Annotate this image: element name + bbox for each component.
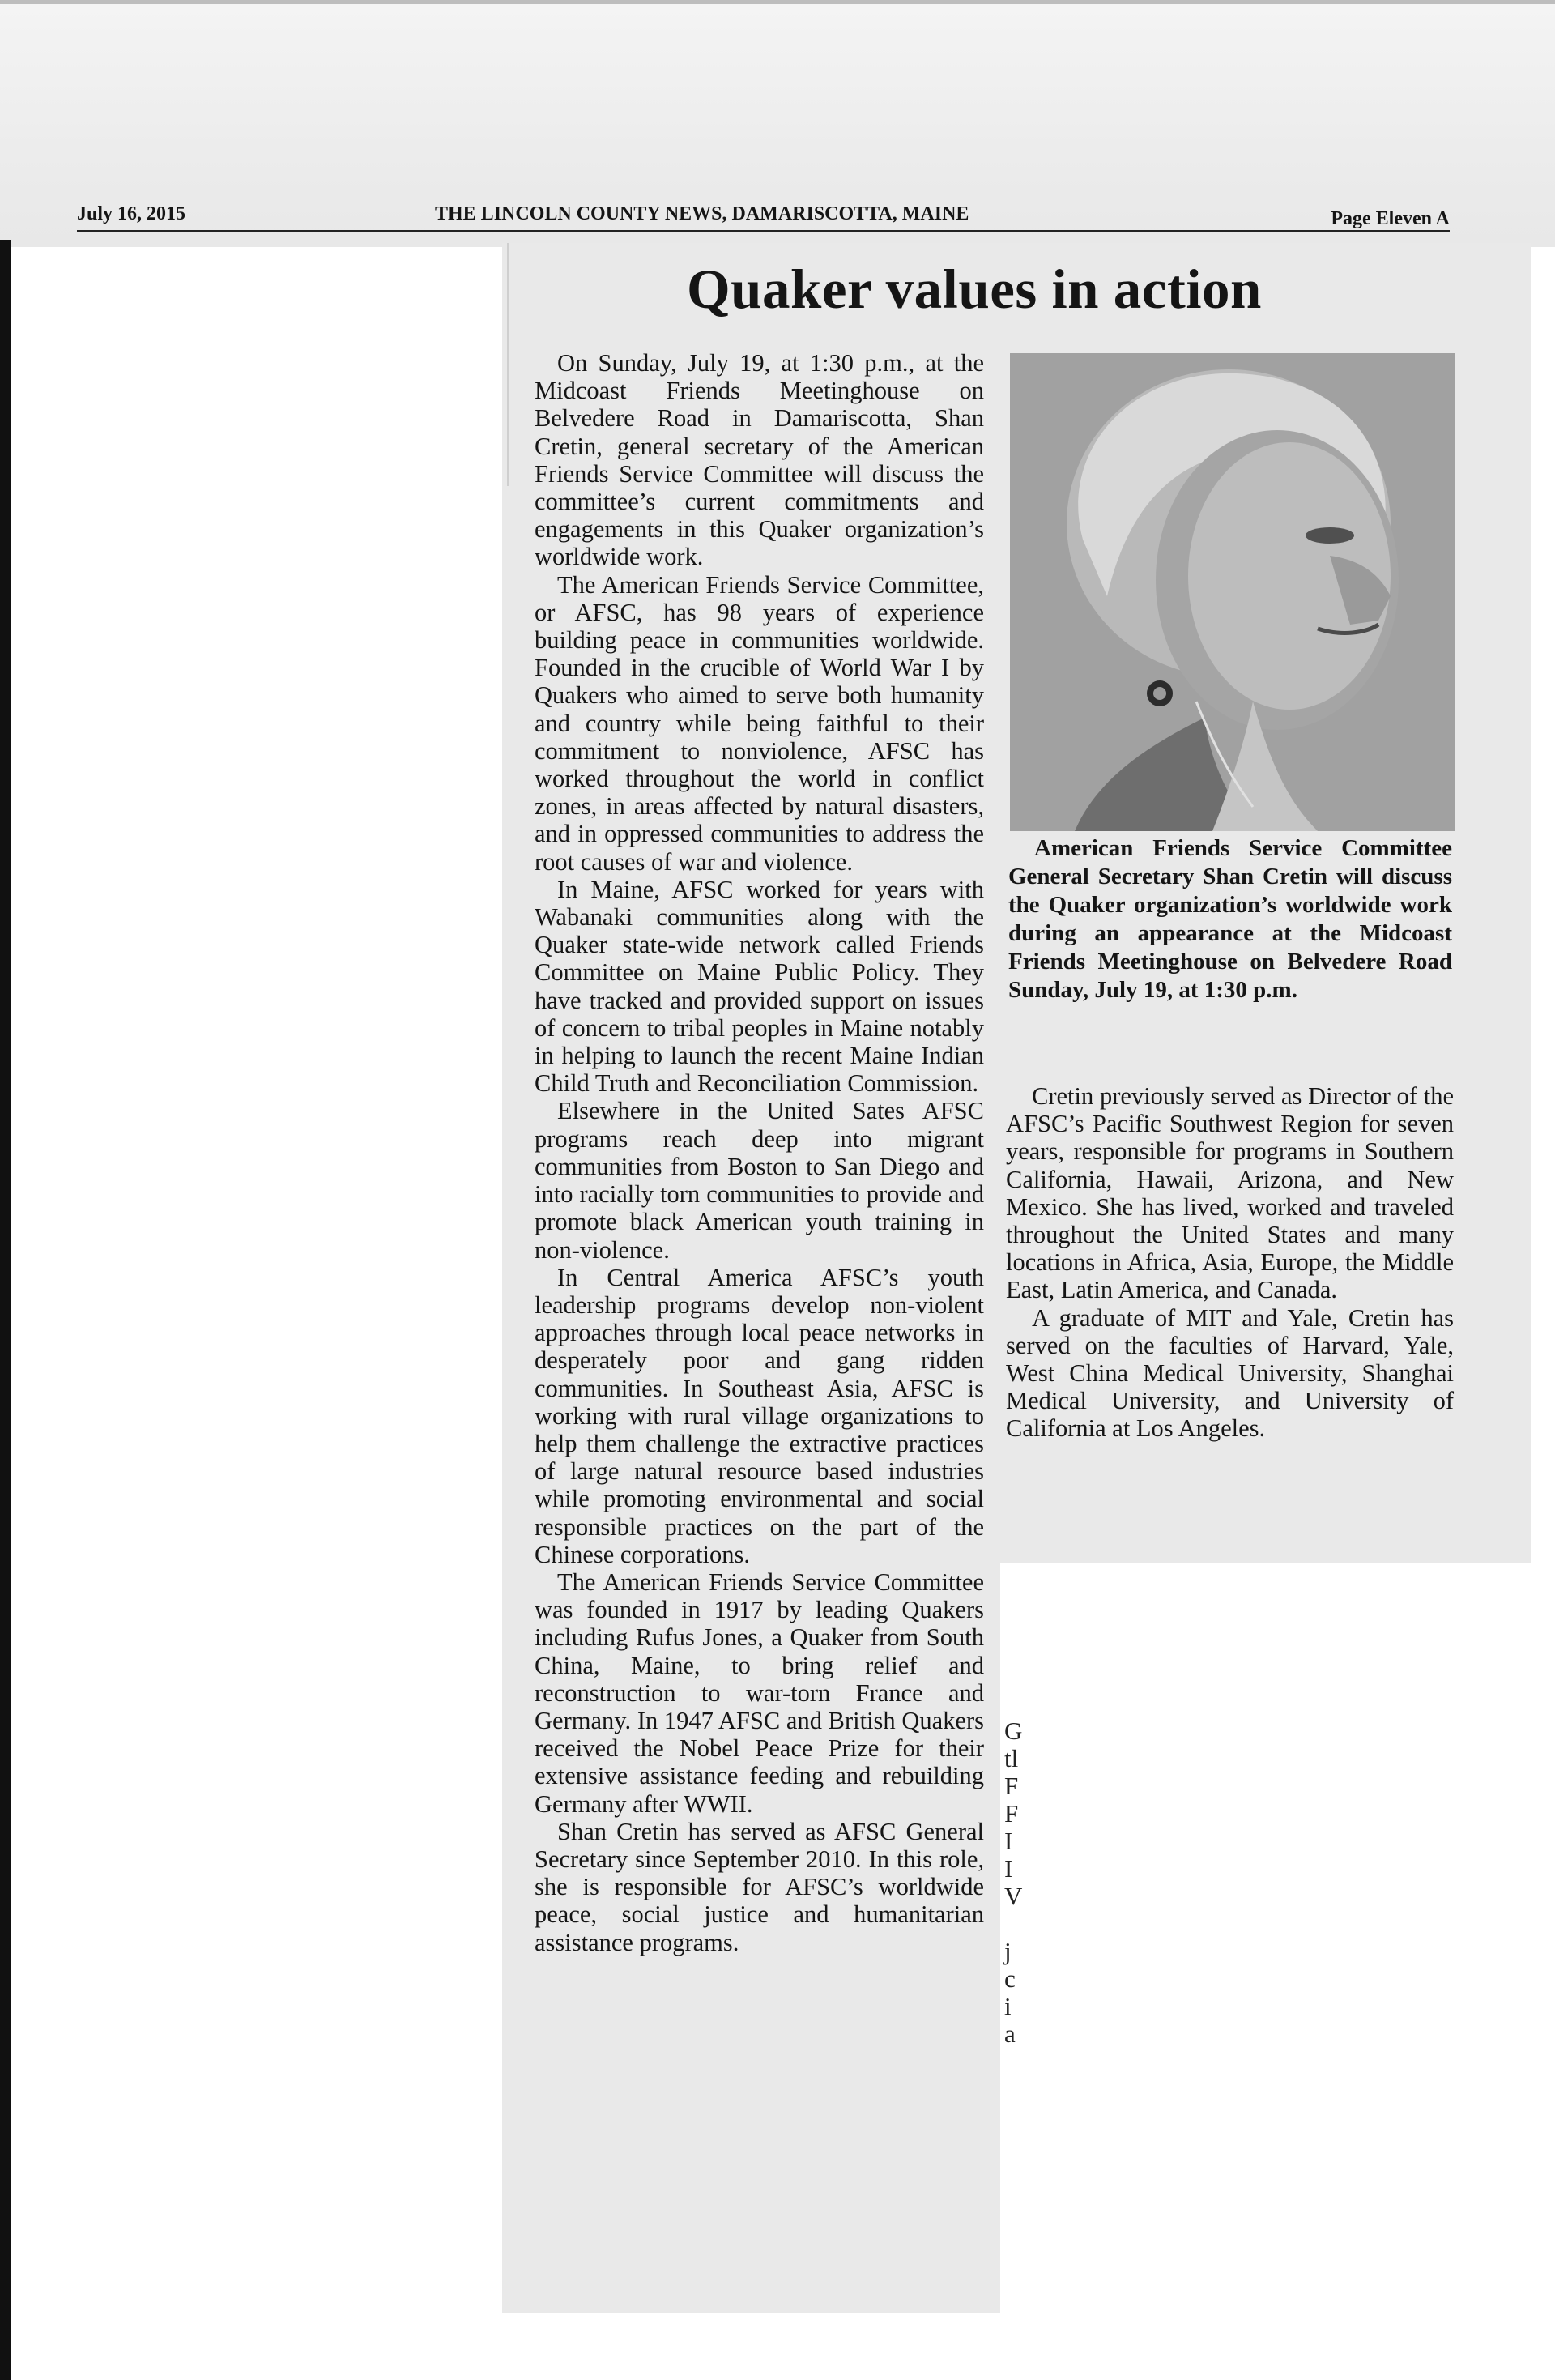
fragment-line: i [1004,1992,1012,2020]
masthead [77,191,1450,232]
newspaper-name: THE LINCOLN COUNTY NEWS, DAMARISCOTTA, MAINE [435,203,969,224]
issue-date: July 16, 2015 [77,203,186,224]
portrait-photo [1010,353,1455,831]
article-paragraph: A graduate of MIT and Yale, Cretin has served on the faculties of Harvard, Yale, West China Medical University, Shanghai Medical University, and University of California at Los Angeles. [1006,1303,1454,1443]
article-paragraph: The American Friends Service Committee was founded in 1917 by leading Quakers including Rufus Jones, a Quaker from South China, Maine, to bring relief and reconstruction to war-torn France and Germany. In 1947 AFSC and British Quakers received the Nobel Peace Prize for their extensive assistance feeding and rebuilding Germany after WWII. [535,1567,984,1818]
article-paragraph: On Sunday, July 19, at 1:30 p.m., at the Midcoast Friends Meetinghouse on Belvedere Road in Damariscotta, Shan Cretin, general secretary of the American Friends Service Committee will discuss the committee’s current commitments and engagements in this Quaker organization’s worldwide work. [535,349,984,571]
fragment-line: F [1004,1799,1019,1828]
clipping-edge [507,243,509,486]
article-headline: Quaker values in action [687,258,1262,320]
scan-edge-strip [0,240,11,2380]
article-right-column [1006,1082,1454,1443]
fragment-line: tl [1004,1744,1019,1772]
fragment-line: I [1004,1854,1013,1883]
article-paragraph: In Maine, AFSC worked for years with Wabanaki communities along with the Quaker state-wide network called Friends Committee on Maine Public Policy. They have tracked and provided support on issues of concern to tribal peoples in Maine notably in helping to launch the recent Maine Indian Child Truth and Reconciliation Commission. [535,875,984,1098]
portrait-illustration [1010,353,1455,831]
adjacent-article-fragment [1004,1717,1029,2048]
article-paragraph: The American Friends Service Committee, or AFSC, has 98 years of experience building peace in communities worldwide. Founded in the crucible of World War I by Quakers who aimed to serve both humanity and country while being faithful to their commitment to nonviolence, AFSC has worked throughout the world in conflict zones, in areas affected by natural disasters, and in oppressed communities to address the root causes of war and violence. [535,570,984,876]
article-paragraph: Elsewhere in the United Sates AFSC programs reach deep into migrant communities from Boston to San Diego and into racially torn communities to provide and promote black American youth training in non-violence. [535,1097,984,1264]
fragment-line [1004,1910,1029,1938]
fragment-line: a [1004,2020,1016,2048]
article-paragraph: Shan Cretin has served as AFSC General Secretary since September 2010. In this role, she is responsible for AFSC’s worldwide peace, social justice and humanitarian assistance programs. [535,1817,984,1956]
article-paragraph: In Central America AFSC’s youth leadership programs develop non-violent approaches through local peace networks in desperately poor and gang ridden communities. In Southeast Asia, AFSC is working with rural village organizations to help them challenge the extractive practices of large natural resource based industries while promoting environmental and social responsible practices on the part of the Chinese corporations. [535,1263,984,1568]
page-number: Page Eleven A [1331,208,1450,229]
caption-text: American Friends Service Committee General Secretary Shan Cretin will discuss the Quaker organization’s worldwide work during an appearance at the Midcoast Friends Meetinghouse on Belvedere Road Sunday, July 19, at 1:30 p.m. [1008,835,1452,1003]
fragment-line: c [1004,1964,1016,1993]
fragment-line: I [1004,1827,1013,1855]
article-paragraph: Cretin previously served as Director of the AFSC’s Pacific Southwest Region for seven years, responsible for programs in Southern California, Hawaii, Arizona, and New Mexico. She has lived, worked and traveled throughout the United States and many locations in Africa, Asia, Europe, the Middle East, Latin America, and Canada. [1006,1082,1454,1304]
article-left-column [535,349,984,1956]
fragment-line: j [1004,1937,1012,1965]
fragment-line: F [1004,1772,1019,1800]
fragment-line: G [1004,1717,1023,1745]
photo-caption [1008,834,1452,1004]
fragment-line: V [1004,1882,1023,1910]
